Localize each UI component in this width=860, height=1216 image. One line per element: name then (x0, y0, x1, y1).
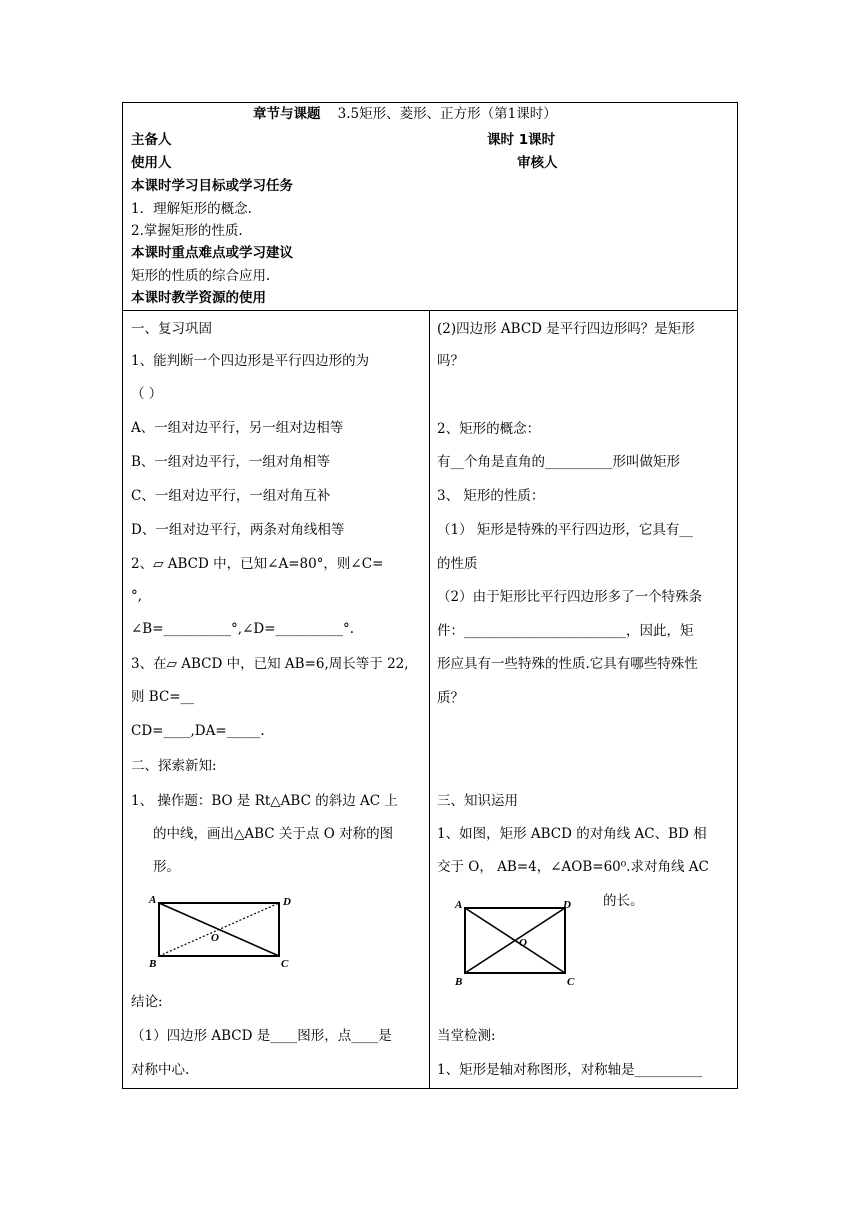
column-divider (429, 311, 430, 1088)
goal-1: 1．理解矩形的概念. (131, 201, 252, 217)
label-c-right: C (567, 976, 575, 988)
operation-line-2: 的中线，画出△ABC 关于点 O 对称的图 (153, 826, 394, 842)
exercise-1-cont2: 的长。 (603, 893, 644, 909)
question-3: 3、在▱ ABCD 中，已知 AB=6,周长等于 22, (131, 656, 409, 672)
question-2-b: ∠B=__________°,∠D=__________°. (131, 621, 355, 637)
lesson-plan-table (122, 102, 738, 1089)
rectangle-figure-right (449, 888, 589, 988)
properties-heading: 3、 矩形的性质： (437, 488, 545, 504)
option-c: C、一组对边平行，一组对角互补 (131, 488, 331, 504)
goal-2: 2.掌握矩形的性质. (131, 223, 243, 239)
question-2-cont: °, (131, 588, 143, 604)
application-heading: 三、知识运用 (437, 793, 518, 809)
question-2: 2、▱ ABCD 中，已知∠A=80°，则∠C= (131, 556, 384, 572)
conclusion-1: （1）四边形 ABCD 是____图形，点____是 (131, 1028, 392, 1044)
label-a-right: A (455, 899, 463, 911)
lesson-title (253, 106, 557, 123)
focus-text: 矩形的性质的综合应用. (131, 268, 271, 284)
rectangle-figure-left (143, 893, 318, 973)
label-o-right: O (519, 937, 527, 949)
concept-text: 有__个角是直角的__________形叫做矩形 (437, 454, 680, 470)
property-2-cont3: 质？ (437, 690, 464, 706)
parallel-question: (2)四边形 ABCD 是平行四边形吗？是矩形 (437, 321, 695, 337)
label-b-left: B (149, 958, 157, 970)
title-value: 3.5矩形、菱形、正方形（第1课时） (337, 106, 557, 122)
property-1: （1） 矩形是特殊的平行四边形，它具有__ (437, 522, 693, 538)
reviewer-label: 审核人 (517, 155, 558, 171)
label-o-left: O (211, 932, 219, 944)
parallel-question-cont: 吗？ (437, 353, 464, 369)
label-c-left: C (281, 958, 289, 970)
operation-line-3: 形。 (153, 859, 180, 875)
option-d: D、一组对边平行，两条对角线相等 (131, 522, 345, 538)
conclusion-1-cont: 对称中心. (131, 1062, 190, 1078)
explore-heading: 二、探索新知: (131, 758, 217, 774)
header-section (123, 103, 737, 311)
property-1-cont: 的性质 (437, 556, 478, 572)
property-2-cont2: 形应具有一些特殊的性质.它具有哪些特殊性 (437, 656, 698, 672)
goals-heading: 本课时学习目标或学习任务 (131, 178, 293, 194)
check-heading: 当堂检测: (437, 1028, 496, 1044)
property-2-cont: 件：________________________，因此，矩 (437, 623, 694, 639)
question-1-paren: （ ） (131, 386, 163, 402)
label-a-left: A (149, 894, 157, 906)
check-1: 1、矩形是轴对称图形，对称轴是__________ (437, 1062, 703, 1078)
review-heading: 一、复习巩固 (131, 321, 212, 337)
option-a: A、一组对边平行，另一组对边相等 (131, 420, 344, 436)
exercise-1: 1、如图，矩形 ABCD 的对角线 AC、BD 相 (437, 826, 707, 842)
period-label: 课时 1课时 (487, 132, 556, 148)
conclusion-heading: 结论: (131, 994, 163, 1010)
exercise-1-cont: 交于 O， AB=4，∠AOB=60⁰.求对角线 AC (437, 859, 709, 875)
label-d-right: D (563, 899, 571, 911)
label-b-right: B (455, 976, 463, 988)
resources-heading: 本课时教学资源的使用 (131, 290, 266, 306)
operation-line-1: 1、 操作题：BO 是 Rt△ABC 的斜边 AC 上 (131, 793, 398, 809)
option-b: B、一组对边平行，一组对角相等 (131, 454, 330, 470)
question-3-cd: CD=____,DA=_____. (131, 723, 265, 739)
question-3-bc: 则 BC=__ (131, 689, 195, 705)
user-label: 使用人 (131, 155, 172, 171)
focus-heading: 本课时重点难点或学习建议 (131, 245, 293, 261)
property-2: （2）由于矩形比平行四边形多了一个特殊条 (437, 589, 703, 605)
preparer-label: 主备人 (131, 132, 172, 148)
title-label: 章节与课题 (253, 106, 321, 122)
concept-heading: 2、矩形的概念： (437, 421, 541, 437)
question-1: 1、能判断一个四边形是平行四边形的为 (131, 353, 370, 369)
label-d-left: D (283, 896, 291, 908)
